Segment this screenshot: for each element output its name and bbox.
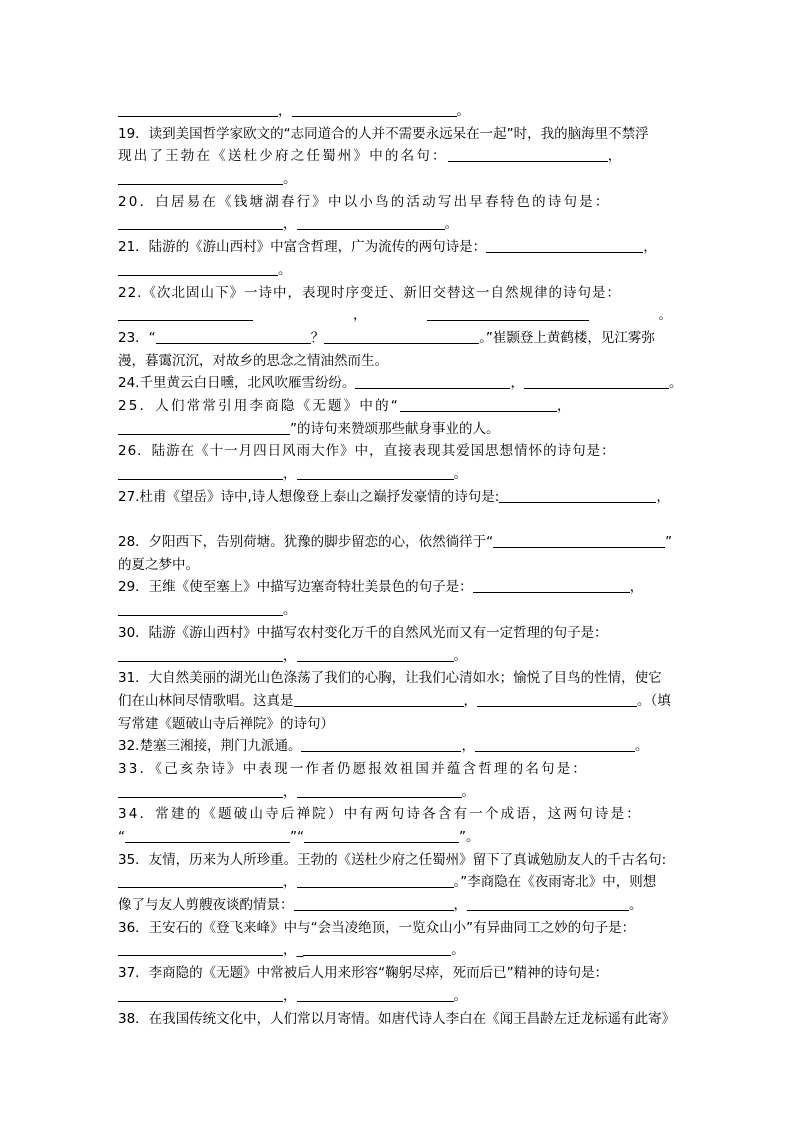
- text: ”。: [459, 829, 480, 845]
- answer-line: [118, 985, 678, 1008]
- text: ，: [453, 897, 467, 914]
- text: ，: [656, 488, 670, 505]
- fill-blank[interactable]: [324, 328, 479, 344]
- question-text: 35．友情，历来为人所珍重。王勃的《送杜少府之任蜀州》留下了真诚勉励友人的千古名句:: [118, 851, 667, 868]
- question-22: [118, 282, 678, 305]
- fill-blank[interactable]: [118, 782, 283, 798]
- question-text: ”的诗句来赞颂那些献身事业的人。: [290, 420, 500, 437]
- question-text: 漫，暮霭沉沉，对故乡的思念之情油然而生。: [118, 352, 388, 369]
- fill-blank[interactable]: [297, 646, 454, 662]
- fill-blank[interactable]: [297, 214, 445, 230]
- question-text: 24.千里黄云白日曛，北风吹雁雪纷纷。: [118, 375, 356, 392]
- question-35: [118, 849, 678, 872]
- text: 。: [629, 897, 643, 914]
- fill-blank[interactable]: [448, 146, 608, 162]
- fill-blank[interactable]: [118, 646, 283, 662]
- fill-blank[interactable]: [118, 986, 283, 1002]
- question-text: 34．常建的《题破山寺后禅院）中有两句诗各含有一个成语，这两句诗是：: [118, 806, 642, 823]
- fill-blank[interactable]: [118, 419, 290, 435]
- answer-line: [118, 508, 678, 531]
- question-text: 32.楚塞三湘接，荆门九派通。: [118, 738, 302, 755]
- text: ，: [353, 307, 367, 324]
- answer-line: [118, 599, 678, 622]
- question-text: 写常建《题破山寺后禅院》的诗句）: [118, 715, 334, 732]
- question-text: 19．读到美国哲学家欧文的“志同道合的人并不需要永远呆在一起”时，我的脑海里不禁浮: [118, 125, 649, 142]
- question-34: [118, 803, 678, 826]
- question-text: 23．“: [118, 329, 156, 346]
- text: 。: [283, 171, 297, 188]
- fill-blank[interactable]: [473, 577, 630, 593]
- question-text: 像了与友人剪艘夜谈酌情景：: [118, 897, 294, 914]
- question-text: 21．陆游的《游山西村》中富含哲理，广为流传的两句诗是：: [118, 239, 487, 256]
- question-list: [118, 100, 683, 1030]
- question-line: [118, 713, 678, 736]
- question-26: [118, 440, 678, 463]
- fill-blank[interactable]: [301, 736, 461, 752]
- answer-line: [118, 645, 678, 668]
- fill-blank[interactable]: [524, 373, 669, 389]
- question-text: 31．大自然美丽的湖光山色涤荡了我们的心胸，让我们心清如水；愉悦了目鸟的性情，使它: [118, 670, 662, 687]
- fill-blank[interactable]: [294, 691, 464, 707]
- question-line: [118, 418, 678, 441]
- text: ，: [283, 987, 297, 1004]
- question-line: [118, 690, 678, 713]
- text: ，: [283, 783, 297, 800]
- fill-blank[interactable]: [427, 305, 589, 321]
- question-text: 26．陆游在《十一月四日风雨大作》中，直接表现其爱国思想情怀的诗句是：: [118, 443, 616, 460]
- question-text: 29．王维《使至塞上》中描写边塞奇特壮美景色的句子是：: [118, 579, 473, 596]
- text: ”: [665, 534, 673, 551]
- question-text: 28．夕阳西下，告别荷塘。犹豫的脚步留恋的心，依然徜徉于“: [118, 534, 494, 551]
- fill-blank[interactable]: [297, 782, 462, 798]
- text: ，: [607, 148, 624, 165]
- question-text: 36．王安石的《登飞来峰》中与“会当凌绝顶，一览众山小”有异曲同工之妙的句子是：: [118, 919, 636, 936]
- fill-blank[interactable]: [118, 101, 278, 117]
- question-text: 们在山林间尽情歌唱。这真是: [118, 692, 294, 709]
- fill-blank[interactable]: [118, 305, 253, 321]
- text: 。: [278, 261, 292, 278]
- question-36: [118, 917, 678, 940]
- question-line: [118, 350, 678, 373]
- fill-blank[interactable]: [118, 464, 283, 480]
- question-33: [118, 758, 678, 781]
- fill-blank[interactable]: [499, 487, 656, 503]
- fill-blank[interactable]: [118, 940, 283, 956]
- question-text: 20．白居易在《钱塘湖春行》中以小鸟的活动写出早春特色的诗句是：: [118, 193, 611, 210]
- fill-blank[interactable]: [355, 373, 510, 389]
- fill-blank[interactable]: [292, 101, 457, 117]
- text: 。”李商隐在《夜雨寄北》中，则想: [453, 874, 657, 891]
- answer-line: [118, 781, 678, 804]
- question-text: 38．在我国传统文化中，人们常以月寄情。如唐代诗人李白在《闻王昌龄左迁龙标遥有此寄》: [118, 1010, 676, 1027]
- text: ，: [556, 397, 573, 414]
- answer-line: [118, 304, 678, 327]
- question-38: [118, 1008, 678, 1031]
- fill-blank[interactable]: [297, 464, 454, 480]
- question-23: [118, 327, 678, 350]
- fill-blank[interactable]: [477, 691, 637, 707]
- text: 。: [461, 783, 475, 800]
- text: 。”崔颢登上黄鹤楼，见江雾弥: [479, 329, 655, 346]
- question-20: [118, 191, 678, 214]
- question-text: 25．人们常常引用李商隐《无题》中的“: [118, 397, 400, 414]
- question-32: [118, 735, 678, 758]
- fill-blank[interactable]: [118, 872, 283, 888]
- question-28: [118, 531, 678, 554]
- text: “: [118, 829, 125, 845]
- text: 。: [668, 375, 683, 392]
- question-text: 27.杜甫《望岳》诗中,诗人想像登上泰山之巅抒发豪情的诗句是:: [118, 488, 500, 505]
- text: 。: [453, 466, 467, 482]
- question-29: [118, 576, 678, 599]
- question-text: 30．陆游《游山西村》中描写农村变化万千的自然风光而又有一定哲理的句子是：: [118, 624, 608, 641]
- question-24: [118, 372, 683, 395]
- answer-line: [118, 168, 678, 191]
- question-19: [118, 123, 678, 146]
- text: ，: [461, 738, 475, 755]
- answer-line: [118, 259, 678, 282]
- answer-line: [118, 826, 678, 849]
- fill-blank[interactable]: [297, 986, 454, 1002]
- question-line: [118, 871, 678, 894]
- text: ，: [510, 375, 524, 392]
- fill-blank[interactable]: [125, 827, 290, 843]
- text: 。: [634, 738, 649, 755]
- question-text: 33．《己亥杂诗》中表现一作者仍愿报效祖国并蕴含哲理的名句是：: [118, 760, 589, 777]
- fill-blank[interactable]: [297, 872, 454, 888]
- text: 。（填: [637, 692, 671, 709]
- text: ，: [283, 874, 297, 891]
- question-text: 的夏之梦中。: [118, 556, 199, 573]
- text: ”“: [290, 829, 304, 845]
- fill-blank[interactable]: [156, 328, 311, 344]
- text: 。: [453, 647, 467, 664]
- text: ，: [283, 466, 297, 482]
- fill-blank[interactable]: [118, 600, 283, 616]
- text: ，: [283, 216, 297, 233]
- question-text: 22.《次北固山下》一诗中，表现时序变迁、新旧交替这一自然规律的诗句是：: [118, 284, 621, 301]
- fill-blank[interactable]: [400, 396, 557, 412]
- question-30: [118, 622, 678, 645]
- text: 。: [456, 103, 470, 119]
- answer-line: [118, 213, 678, 236]
- text: 。: [453, 987, 467, 1004]
- fill-blank[interactable]: [493, 532, 665, 548]
- fill-blank[interactable]: [118, 260, 278, 276]
- fill-blank[interactable]: [475, 736, 635, 752]
- text: ，: [629, 579, 644, 596]
- text: ，: [463, 692, 477, 709]
- answer-line: [118, 100, 678, 123]
- text: 。: [444, 216, 458, 233]
- text: ，: [278, 103, 292, 119]
- question-text: 现出了王勃在《送杜少府之任蜀州》中的名句：: [118, 148, 448, 165]
- fill-blank[interactable]: [294, 895, 454, 911]
- text: ，: [643, 239, 657, 256]
- fill-blank[interactable]: [467, 895, 629, 911]
- question-31: [118, 667, 678, 690]
- text: ，_: [283, 942, 304, 959]
- text: 。: [283, 602, 297, 619]
- question-line: [118, 554, 678, 577]
- fill-blank[interactable]: [486, 237, 643, 253]
- question-text: 37．李商隐的《无题》中常被后人用来形容“鞠躬尽瘁，死而后已”精神的诗句是：: [118, 965, 609, 982]
- text: 。: [451, 942, 465, 959]
- text: ？: [310, 329, 325, 346]
- question-37: [118, 962, 678, 985]
- answer-line: [118, 463, 678, 486]
- fill-blank[interactable]: [118, 169, 283, 185]
- fill-blank[interactable]: [304, 827, 459, 843]
- answer-line: [118, 939, 678, 962]
- question-27: [118, 486, 678, 509]
- question-line: [118, 894, 678, 917]
- text: ，: [283, 647, 297, 664]
- question-25: [118, 395, 678, 418]
- question-line: [118, 145, 678, 168]
- question-21: [118, 236, 678, 259]
- fill-blank[interactable]: [118, 214, 283, 230]
- fill-blank[interactable]: [303, 940, 451, 956]
- text: 。: [658, 307, 672, 324]
